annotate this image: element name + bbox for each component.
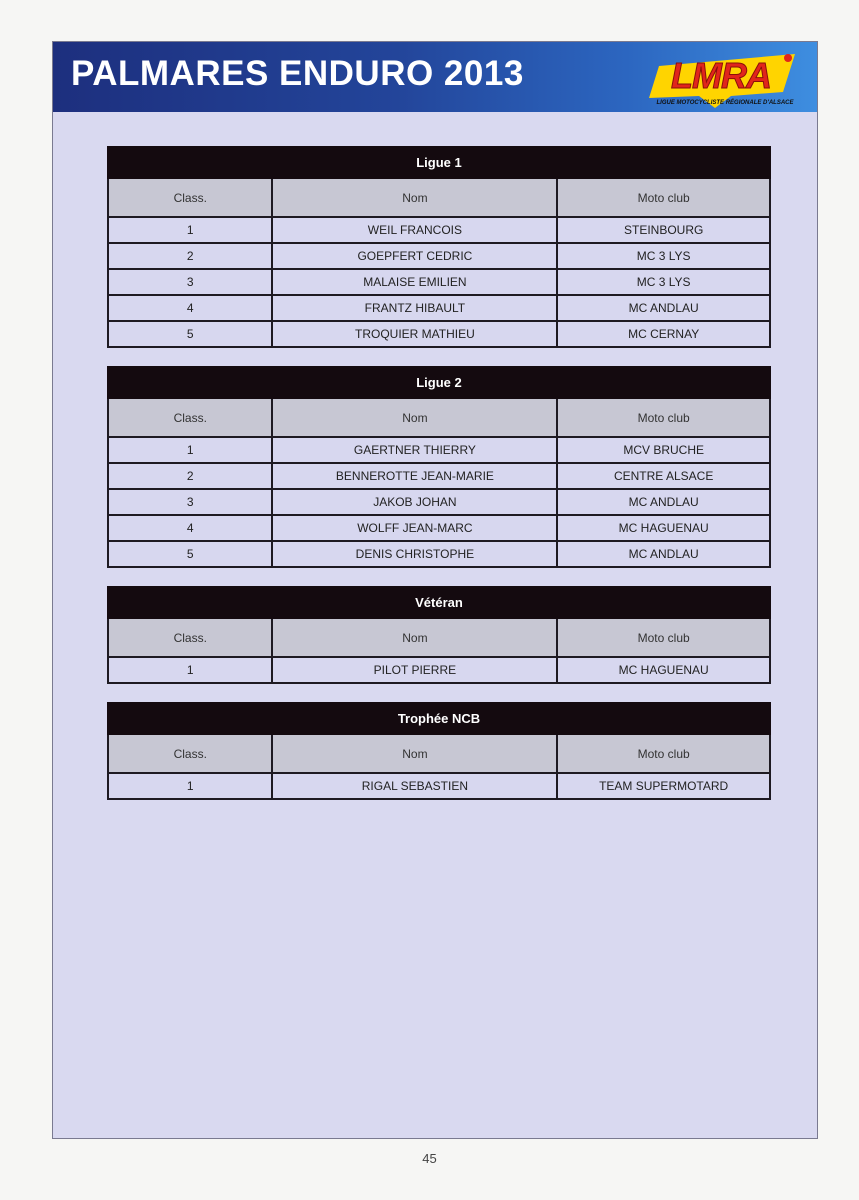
cell-nom: BENNEROTTE JEAN-MARIE: [272, 463, 557, 489]
page-title: PALMARES ENDURO 2013: [71, 54, 524, 93]
cell-nom: MALAISE EMILIEN: [272, 269, 557, 295]
cell-class: 5: [108, 541, 272, 567]
ranking-veteran: [107, 586, 771, 684]
table-row: [108, 437, 770, 463]
cell-class: 1: [108, 217, 272, 243]
rankings-container: [107, 146, 771, 818]
column-header-club: Moto club: [557, 398, 770, 437]
table-row: [108, 541, 770, 567]
table-row: [108, 243, 770, 269]
column-header-class: Class.: [108, 618, 272, 657]
ranking-table: [107, 702, 771, 800]
cell-class: 4: [108, 295, 272, 321]
column-header-row: [108, 618, 770, 657]
logo-dot-icon: [784, 54, 792, 62]
logo-slogan: LIGUE MOTOCYCLISTE RÉGIONALE D'ALSACE: [656, 100, 794, 106]
ranking-trophee-ncb: [107, 702, 771, 800]
column-header-row: [108, 398, 770, 437]
cell-nom: DENIS CHRISTOPHE: [272, 541, 557, 567]
cell-club: MC 3 LYS: [557, 243, 770, 269]
table-row: [108, 269, 770, 295]
ranking-title: Vétéran: [108, 587, 770, 618]
column-header-nom: Nom: [272, 398, 557, 437]
cell-club: STEINBOURG: [557, 217, 770, 243]
column-header-club: Moto club: [557, 178, 770, 217]
cell-club: MC CERNAY: [557, 321, 770, 347]
page-frame: [52, 41, 818, 1139]
cell-nom: WEIL FRANCOIS: [272, 217, 557, 243]
cell-nom: WOLFF JEAN-MARC: [272, 515, 557, 541]
table-row: [108, 773, 770, 799]
cell-nom: JAKOB JOHAN: [272, 489, 557, 515]
cell-class: 3: [108, 489, 272, 515]
ranking-title: Ligue 1: [108, 147, 770, 178]
cell-class: 1: [108, 773, 272, 799]
column-header-class: Class.: [108, 178, 272, 217]
cell-nom: TROQUIER MATHIEU: [272, 321, 557, 347]
page-number: 45: [422, 1151, 437, 1166]
table-row: [108, 321, 770, 347]
cell-club: MC ANDLAU: [557, 489, 770, 515]
table-row: [108, 489, 770, 515]
column-header-nom: Nom: [272, 618, 557, 657]
cell-club: MC HAGUENAU: [557, 515, 770, 541]
ranking-table: [107, 586, 771, 684]
table-row: [108, 657, 770, 683]
cell-nom: GOEPFERT CEDRIC: [272, 243, 557, 269]
cell-club: CENTRE ALSACE: [557, 463, 770, 489]
cell-nom: FRANTZ HIBAULT: [272, 295, 557, 321]
cell-club: MCV BRUCHE: [557, 437, 770, 463]
cell-class: 2: [108, 243, 272, 269]
logo-text: LMRA: [671, 55, 771, 96]
cell-class: 1: [108, 437, 272, 463]
ranking-title: Ligue 2: [108, 367, 770, 398]
cell-nom: RIGAL SEBASTIEN: [272, 773, 557, 799]
column-header-class: Class.: [108, 398, 272, 437]
ranking-ligue-2: [107, 366, 771, 568]
cell-club: MC ANDLAU: [557, 541, 770, 567]
column-header-club: Moto club: [557, 734, 770, 773]
cell-class: 5: [108, 321, 272, 347]
column-header-row: [108, 734, 770, 773]
cell-class: 2: [108, 463, 272, 489]
column-header-club: Moto club: [557, 618, 770, 657]
table-row: [108, 295, 770, 321]
ranking-title: Trophée NCB: [108, 703, 770, 734]
cell-nom: PILOT PIERRE: [272, 657, 557, 683]
ranking-table: [107, 146, 771, 348]
cell-club: MC HAGUENAU: [557, 657, 770, 683]
table-row: [108, 515, 770, 541]
cell-club: TEAM SUPERMOTARD: [557, 773, 770, 799]
table-row: [108, 463, 770, 489]
cell-class: 4: [108, 515, 272, 541]
page-header: [53, 42, 817, 112]
cell-class: 1: [108, 657, 272, 683]
column-header-nom: Nom: [272, 178, 557, 217]
column-header-row: [108, 178, 770, 217]
lmra-logo: [645, 48, 805, 110]
ranking-ligue-1: [107, 146, 771, 348]
table-row: [108, 217, 770, 243]
ranking-table: [107, 366, 771, 568]
cell-class: 3: [108, 269, 272, 295]
cell-club: MC ANDLAU: [557, 295, 770, 321]
column-header-nom: Nom: [272, 734, 557, 773]
cell-nom: GAERTNER THIERRY: [272, 437, 557, 463]
cell-club: MC 3 LYS: [557, 269, 770, 295]
column-header-class: Class.: [108, 734, 272, 773]
